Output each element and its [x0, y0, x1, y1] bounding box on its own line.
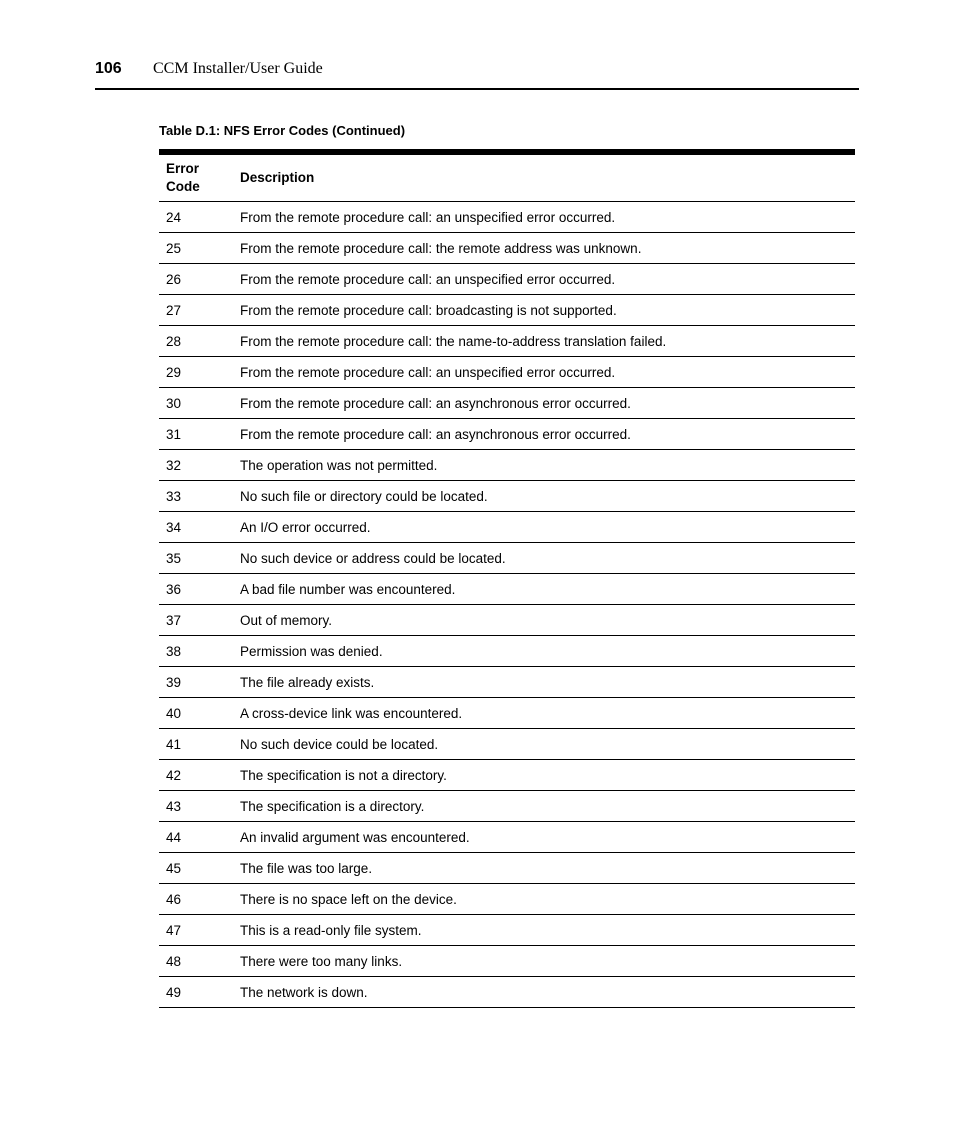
description-cell: Out of memory. [233, 605, 855, 636]
guide-title: CCM Installer/User Guide [153, 60, 323, 77]
table-row [159, 791, 855, 822]
table-row [159, 884, 855, 915]
table-row [159, 481, 855, 512]
description-cell: No such device could be located. [233, 729, 855, 760]
description-cell: From the remote procedure call: an unspecified error occurred. [233, 202, 855, 233]
error-code-cell: 48 [159, 946, 233, 977]
column-header-description: Description [233, 152, 855, 202]
description-cell: From the remote procedure call: an asynchronous error occurred. [233, 388, 855, 419]
error-code-cell: 29 [159, 357, 233, 388]
nfs-error-codes-table [159, 149, 855, 1008]
description-cell: The operation was not permitted. [233, 450, 855, 481]
table-row [159, 512, 855, 543]
description-cell: Permission was denied. [233, 636, 855, 667]
table-row [159, 264, 855, 295]
error-code-cell: 27 [159, 295, 233, 326]
column-header-error-code [159, 152, 233, 202]
error-code-cell: 49 [159, 977, 233, 1008]
error-code-cell: 24 [159, 202, 233, 233]
table-body [159, 202, 855, 1008]
description-cell: A bad file number was encountered. [233, 574, 855, 605]
description-cell: The network is down. [233, 977, 855, 1008]
description-cell: The file was too large. [233, 853, 855, 884]
table-row [159, 760, 855, 791]
description-cell: From the remote procedure call: the name-to-address translation failed. [233, 326, 855, 357]
table-row [159, 822, 855, 853]
error-code-cell: 32 [159, 450, 233, 481]
error-code-cell: 31 [159, 419, 233, 450]
description-cell: There were too many links. [233, 946, 855, 977]
error-code-cell: 44 [159, 822, 233, 853]
table-row [159, 853, 855, 884]
table-caption: Table D.1: NFS Error Codes (Continued) [159, 123, 406, 138]
table-row [159, 605, 855, 636]
description-cell: From the remote procedure call: an unspecified error occurred. [233, 357, 855, 388]
description-cell: From the remote procedure call: broadcasting is not supported. [233, 295, 855, 326]
error-code-cell: 47 [159, 915, 233, 946]
description-cell: This is a read-only file system. [233, 915, 855, 946]
error-code-cell: 41 [159, 729, 233, 760]
description-cell: From the remote procedure call: an asynchronous error occurred. [233, 419, 855, 450]
description-cell: An I/O error occurred. [233, 512, 855, 543]
table-row [159, 915, 855, 946]
error-code-cell: 34 [159, 512, 233, 543]
description-cell: No such device or address could be located. [233, 543, 855, 574]
table-row [159, 543, 855, 574]
column-header-label: Error Code [166, 161, 200, 194]
table-row [159, 636, 855, 667]
table-row [159, 388, 855, 419]
error-code-cell: 25 [159, 233, 233, 264]
error-code-cell: 42 [159, 760, 233, 791]
page-header [95, 56, 859, 90]
error-code-cell: 40 [159, 698, 233, 729]
error-code-cell: 26 [159, 264, 233, 295]
description-cell: The specification is not a directory. [233, 760, 855, 791]
description-cell: From the remote procedure call: the remote address was unknown. [233, 233, 855, 264]
error-code-cell: 45 [159, 853, 233, 884]
error-code-cell: 35 [159, 543, 233, 574]
description-cell: A cross-device link was encountered. [233, 698, 855, 729]
table-row [159, 729, 855, 760]
description-cell: There is no space left on the device. [233, 884, 855, 915]
error-code-cell: 30 [159, 388, 233, 419]
error-code-cell: 36 [159, 574, 233, 605]
page-number: 106 [95, 60, 122, 77]
table-row [159, 233, 855, 264]
error-code-cell: 33 [159, 481, 233, 512]
table-row [159, 357, 855, 388]
table-row [159, 450, 855, 481]
table-row [159, 946, 855, 977]
table-row [159, 326, 855, 357]
error-code-cell: 38 [159, 636, 233, 667]
description-cell: An invalid argument was encountered. [233, 822, 855, 853]
table-header-row [159, 152, 855, 202]
description-cell: From the remote procedure call: an unspecified error occurred. [233, 264, 855, 295]
error-code-cell: 28 [159, 326, 233, 357]
description-cell: The file already exists. [233, 667, 855, 698]
error-code-cell: 39 [159, 667, 233, 698]
description-cell: The specification is a directory. [233, 791, 855, 822]
table-row [159, 977, 855, 1008]
error-code-cell: 37 [159, 605, 233, 636]
table-row [159, 202, 855, 233]
error-code-cell: 43 [159, 791, 233, 822]
error-code-cell: 46 [159, 884, 233, 915]
table-row [159, 698, 855, 729]
table-row [159, 667, 855, 698]
table-row [159, 419, 855, 450]
table-row [159, 574, 855, 605]
description-cell: No such file or directory could be located. [233, 481, 855, 512]
table-row [159, 295, 855, 326]
